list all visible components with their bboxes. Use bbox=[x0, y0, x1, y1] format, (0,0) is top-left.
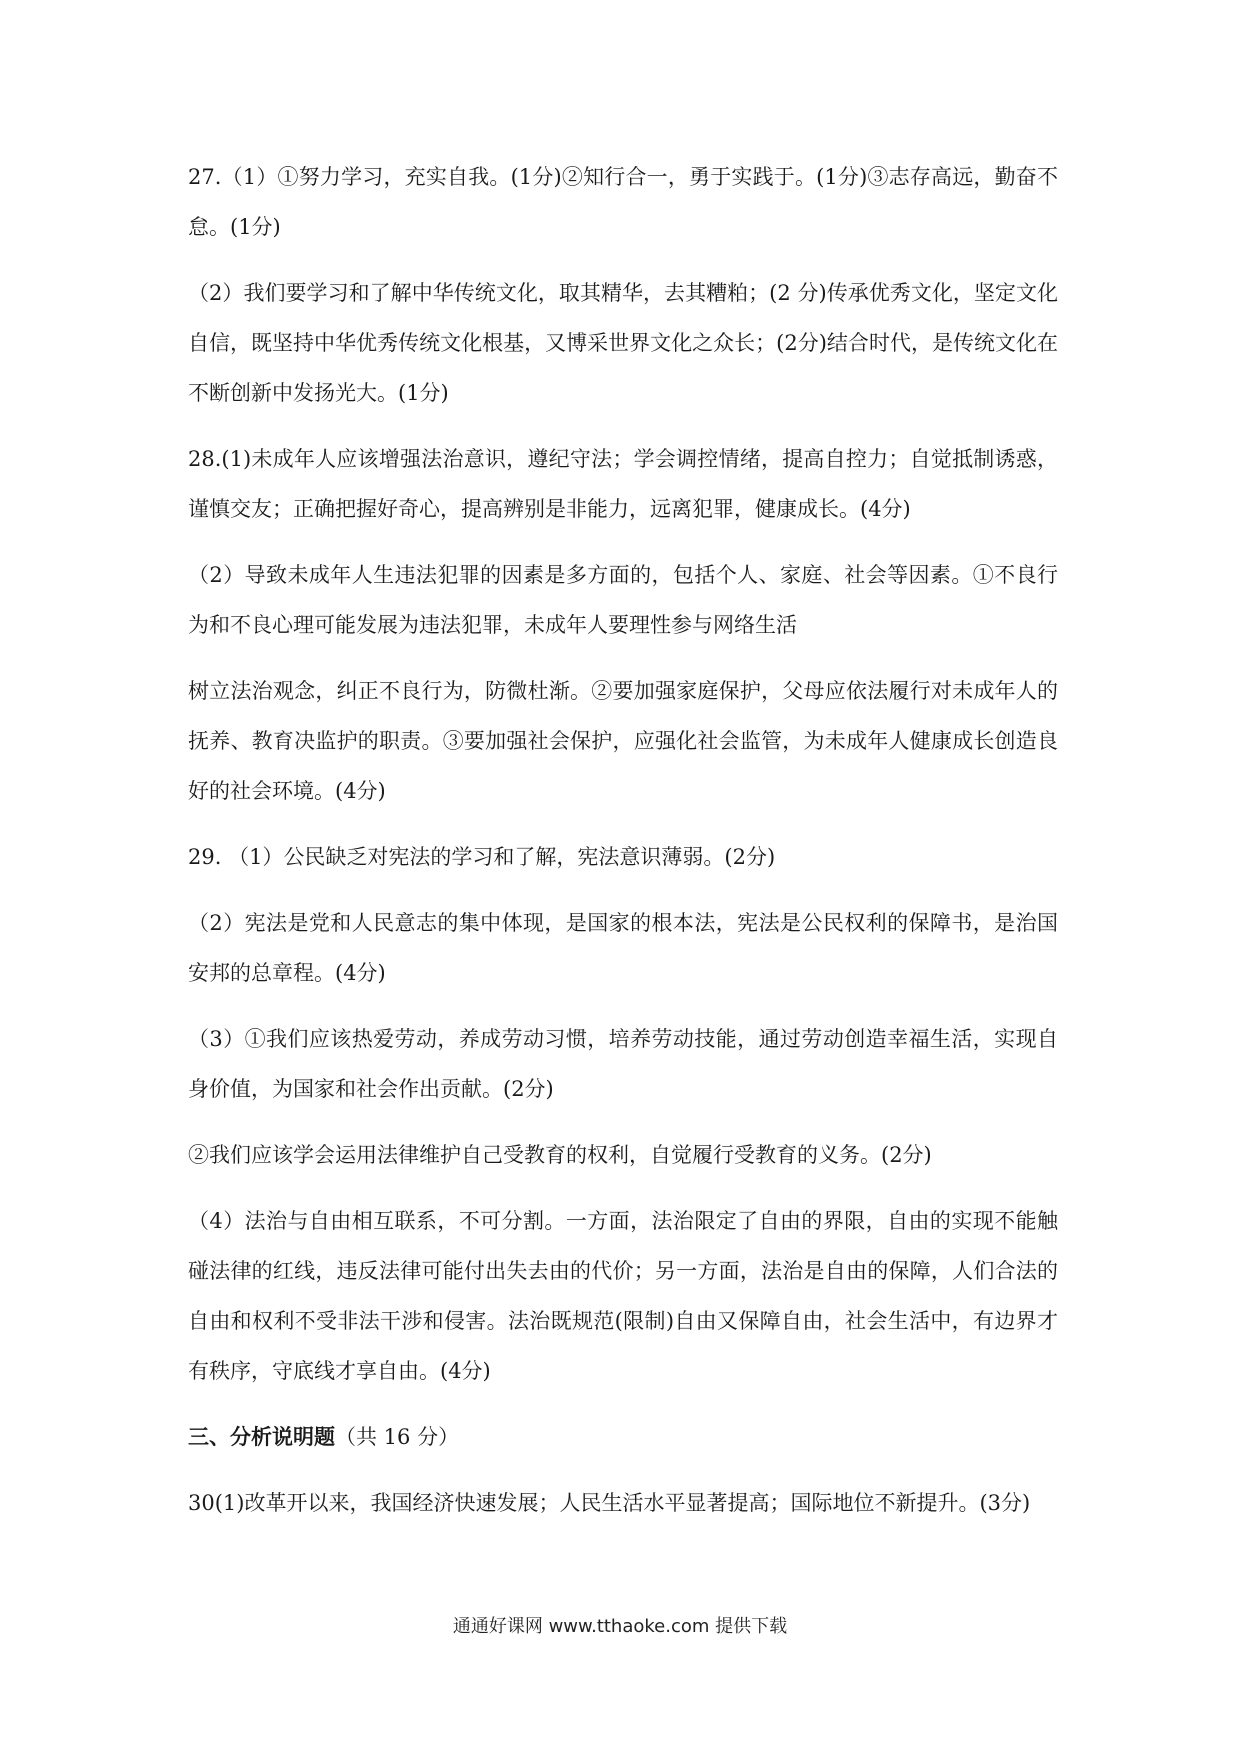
section-score: （共 16 分） bbox=[335, 1425, 460, 1449]
answer-28-1: 28.(1)未成年人应该增强法治意识，遵纪守法；学会调控情绪，提高自控力；自觉抵制诱惑，谨慎交友；正确把握好奇心，提高辨别是非能力，远离犯罪，健康成长。(4分) bbox=[188, 447, 1058, 521]
answer-27-1: 27.（1）①努力学习，充实自我。(1分)②知行合一，勇于实践于。(1分)③志存高远，勤奋不怠。(1分) bbox=[188, 165, 1058, 239]
answer-29-4: （4）法治与自由相互联系，不可分割。一方面，法治限定了自由的界限，自由的实现不能触碰法律的红线，违反法律可能付出失去由的代价；另一方面，法治是自由的保障，人们合法的自由和权利不受非法干涉和侵害。法治既规范(限制)自由又保障自由，社会生活中，有边界才有秩序，守底线才享自由。(4分) bbox=[188, 1209, 1058, 1383]
answer-29-3-part1: （3）①我们应该热爱劳动，养成劳动习惯，培养劳动技能，通过劳动创造幸福生活，实现自身价值，为国家和社会作出贡献。(2分) bbox=[188, 1027, 1058, 1101]
answer-30-1: 30(1)改革开以来，我国经济快速发展；人民生活水平显著提高；国际地位不新提升。(3分) bbox=[188, 1491, 1031, 1515]
answer-29-2: （2）宪法是党和人民意志的集中体现，是国家的根本法，宪法是公民权利的保障书，是治国安邦的总章程。(4分) bbox=[188, 911, 1058, 985]
answer-29-3-part2: ②我们应该学会运用法律维护自己受教育的权利，自觉履行受教育的义务。(2分) bbox=[188, 1143, 932, 1167]
section-heading bbox=[188, 1412, 1058, 1462]
answer-28-2-part1: （2）导致未成年人生违法犯罪的因素是多方面的，包括个人、家庭、社会等因素。①不良行为和不良心理可能发展为违法犯罪，未成年人要理性参与网络生活 bbox=[188, 563, 1058, 637]
answer-content bbox=[188, 152, 1058, 1544]
answer-29-1: 29. （1）公民缺乏对宪法的学习和了解，宪法意识薄弱。(2分) bbox=[188, 845, 776, 869]
page-footer: 通通好课网 www.tthaoke.com 提供下载 bbox=[452, 1616, 788, 1637]
answer-28-2-part2: 树立法治观念，纠正不良行为，防微杜渐。②要加强家庭保护，父母应依法履行对未成年人的抚养、教育决监护的职责。③要加强社会保护，应强化社会监管，为未成年人健康成长创造良好的社会环境。(4分) bbox=[188, 679, 1058, 803]
answer-27-2: （2）我们要学习和了解中华传统文化，取其精华，去其糟粕；(2 分)传承优秀文化，坚定文化自信，既坚持中华优秀传统文化根基，又博采世界文化之众长；(2分)结合时代，是传统文化在不断创新中发扬光大。(1分) bbox=[188, 281, 1058, 405]
section-title: 三、分析说明题 bbox=[188, 1425, 335, 1449]
